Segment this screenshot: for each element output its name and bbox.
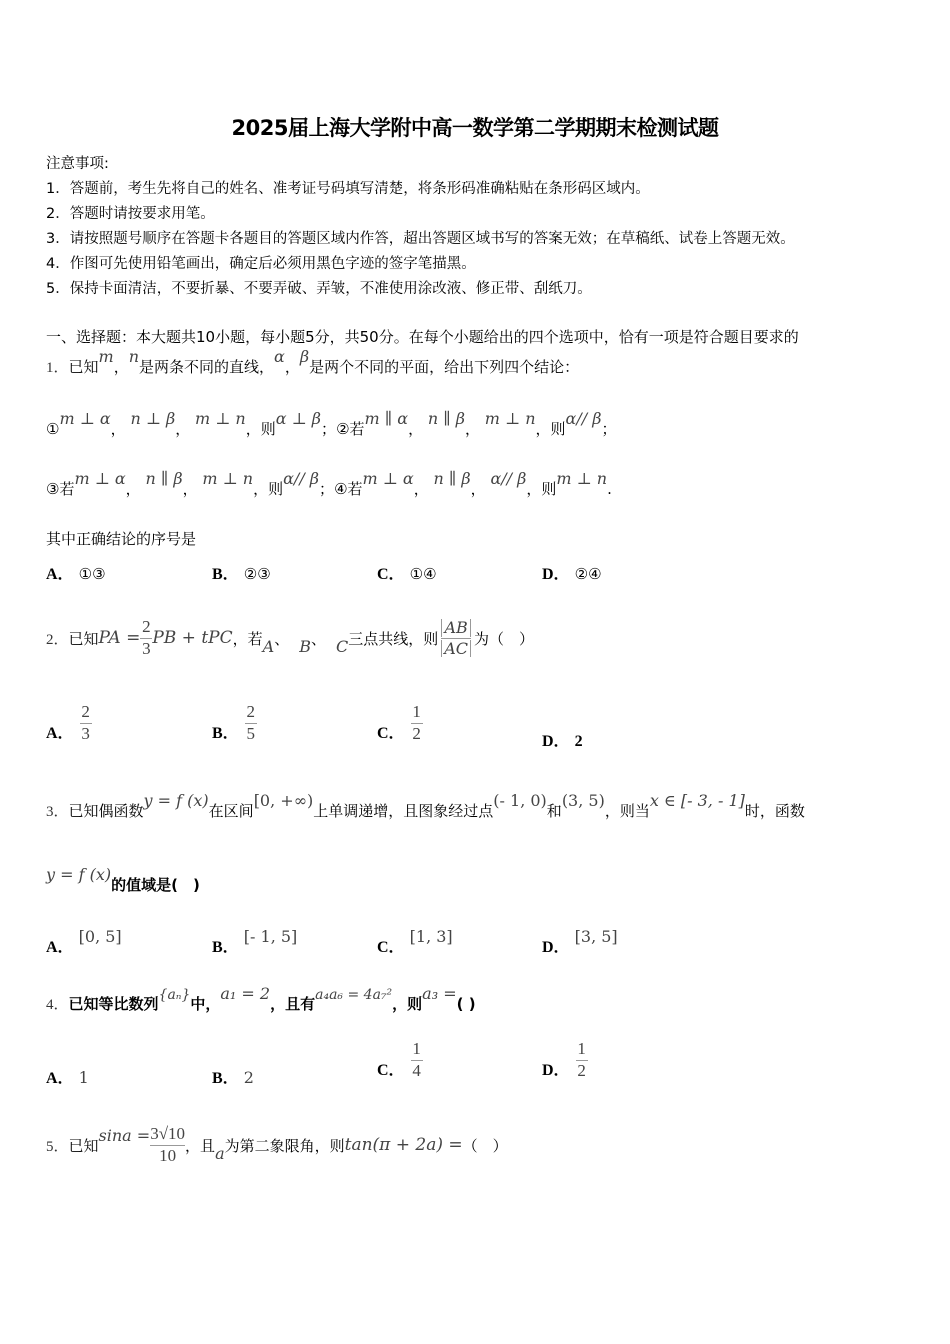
math-expr: m ⊥ n <box>195 409 246 428</box>
math-expr: a₁ = 2 <box>220 984 271 1003</box>
stem-text: ( ) <box>456 995 476 1013</box>
math-expr: x ∈ [- 3, - 1] <box>649 791 745 810</box>
option-label: A． <box>46 939 74 956</box>
math-expr: m ⊥ n <box>484 409 536 428</box>
math-n: n <box>128 347 140 366</box>
notice-item: 3．请按照题号顺序在答题卡各题目的答题区域内作答，超出答题区域书写的答案无效；在草稿纸、试卷上答题无效。 <box>46 231 795 247</box>
option-value: [3, 5] <box>574 927 618 946</box>
math-expr: PA = <box>98 628 141 649</box>
option-b[interactable] <box>212 561 271 584</box>
option-a[interactable] <box>46 703 92 743</box>
option-a[interactable] <box>46 561 106 584</box>
math-beta: β <box>299 347 310 366</box>
option-b[interactable] <box>212 927 298 957</box>
option-label: C． <box>377 1062 405 1080</box>
stem-text: ，且有 <box>270 995 316 1013</box>
math-expr: n ∥ β <box>145 469 183 488</box>
math-point-a: A <box>262 636 275 656</box>
math-expr: n ∥ β <box>433 469 471 488</box>
math-point: (- 1, 0) <box>493 791 547 810</box>
option-c[interactable] <box>377 561 437 584</box>
option-label: D． <box>542 939 570 956</box>
option-d[interactable] <box>542 728 583 751</box>
option-value: ②③ <box>243 565 271 583</box>
statements-row-2: ③若m ⊥ α， n ∥ β， m ⊥ n，则α// β；④若m ⊥ α， n ∥ β， α// β，则m ⊥ n. <box>46 469 612 498</box>
stem-text: （ ） <box>462 1136 508 1155</box>
question-1-prompt: 其中正确结论的序号是 <box>46 530 197 548</box>
option-label: D． <box>542 733 570 750</box>
statement-marker: ① <box>46 420 60 438</box>
stem-text: 已知 <box>68 358 99 376</box>
math-expr: a₃ = <box>422 984 457 1003</box>
option-b[interactable] <box>212 703 257 743</box>
section-heading: 一、选择题：本大题共10小题，每小题5分，共50分。在每个小题给出的四个选项中，恰有一项是符合题目要求的 <box>46 328 799 346</box>
option-c[interactable] <box>377 703 423 743</box>
stem-text: ； <box>321 420 337 438</box>
fraction <box>150 1125 185 1165</box>
stem-text: 若 <box>59 480 75 498</box>
stem-text: 中， <box>190 995 221 1013</box>
math-expr: sina = <box>98 1125 151 1145</box>
denominator: 4 <box>412 1060 421 1080</box>
question-1-stem <box>46 347 580 377</box>
option-value: 2 <box>243 1068 254 1087</box>
option-value: [- 1, 5] <box>243 927 298 946</box>
stem-text: 已知偶函数 <box>68 802 144 820</box>
math-expr: a₄a₆ = 4a₇² <box>315 987 393 1003</box>
numerator: 2 <box>142 617 151 636</box>
notice-item: 2．答题时请按要求用笔。 <box>46 206 215 222</box>
math-expr: PB + tPC <box>152 628 233 649</box>
denominator: 2 <box>577 1060 586 1080</box>
math-expr: α// β <box>283 469 320 488</box>
option-a[interactable] <box>46 927 122 957</box>
stem-text: 、 <box>310 629 326 648</box>
stem-text: 则 <box>260 420 276 438</box>
option-label: D． <box>542 566 570 583</box>
page-title: 2025届上海大学附中高一数学第二学期期末检测试题 <box>231 116 719 140</box>
math-expr: m ∥ α <box>364 409 409 428</box>
numerator: 2 <box>246 702 255 721</box>
stem-text: 是两条不同的直线， <box>139 358 275 376</box>
fraction <box>80 703 92 743</box>
notice-item: 5．保持卡面清洁，不要折暴、不要弄破、弄皱，不准使用涂改液、修正带、刮纸刀。 <box>46 281 592 297</box>
math-expr: m ⊥ n <box>202 469 254 488</box>
notice-item: 1．答题前，考生先将自己的姓名、准考证号码填写清楚，将条形码准确粘贴在条形码区域内。 <box>46 181 650 197</box>
numerator: 2 <box>81 702 90 721</box>
numerator: 1 <box>412 1039 421 1058</box>
denominator: 2 <box>412 723 421 743</box>
stem-text: 若 <box>349 420 365 438</box>
stem-text: 时，函数 <box>744 802 805 820</box>
statement-marker: ③ <box>46 480 60 498</box>
denominator: 3 <box>81 723 90 743</box>
question-number: 4． <box>46 997 69 1013</box>
option-value: 1 <box>78 1068 89 1087</box>
math-point: (3, 5) <box>561 791 605 810</box>
stem-text: 和 <box>546 802 562 820</box>
stem-text: 则 <box>550 420 566 438</box>
ratio-fraction <box>441 619 471 657</box>
option-label: B． <box>212 725 239 743</box>
option-value: ②④ <box>574 565 602 583</box>
stem-text: 在区间 <box>208 802 254 820</box>
option-label: C． <box>377 939 405 956</box>
fraction <box>140 618 152 658</box>
notice-heading: 注意事项: <box>46 156 109 172</box>
stem-text: ； <box>601 420 617 438</box>
question-number: 5． <box>46 1138 69 1155</box>
notice-item: 4．作图可先使用铅笔画出，确定后必须用黑色字迹的签字笔描黑。 <box>46 256 476 272</box>
question-2-stem <box>46 618 534 658</box>
stem-text: 则 <box>541 480 557 498</box>
math-expr: n ⊥ β <box>130 409 176 428</box>
option-label: B． <box>212 566 239 583</box>
option-value: 2 <box>574 733 583 750</box>
stem-text: 为（ ） <box>474 629 535 648</box>
math-expr: m ⊥ α <box>362 469 414 488</box>
math-var: a <box>215 1143 225 1163</box>
math-sequence: {aₙ} <box>158 987 191 1003</box>
option-d[interactable] <box>542 561 602 584</box>
stem-text: 上单调递增，且图象经过点 <box>313 802 494 820</box>
question-3-stem-cont <box>46 865 200 895</box>
option-label: D． <box>542 1062 570 1080</box>
option-b[interactable] <box>212 1065 254 1088</box>
numerator: 1 <box>412 702 421 721</box>
math-point-c: C <box>335 636 349 656</box>
stem-text: 已知等比数列 <box>68 995 159 1013</box>
stem-text: 三点共线，则 <box>348 629 439 648</box>
statements-row-1: ①m ⊥ α， n ⊥ β， m ⊥ n，则α ⊥ β；②若m ∥ α， n ∥ β， m ⊥ n，则α// β； <box>46 409 617 438</box>
denominator: 5 <box>246 723 255 743</box>
stem-text: ，则当 <box>604 802 650 820</box>
question-5-stem <box>46 1125 508 1165</box>
stem-text: 是两个不同的平面，给出下列四个结论： <box>309 358 580 376</box>
statement-marker: ② <box>336 420 350 438</box>
math-expr: y = f (x) <box>46 865 112 884</box>
numerator: 3√10 <box>150 1124 186 1143</box>
stem-text: ，则 <box>392 995 423 1013</box>
numerator: 1 <box>577 1039 586 1058</box>
option-d[interactable] <box>542 927 618 957</box>
question-3-stem <box>46 791 805 821</box>
stem-text: 为第二象限角，则 <box>224 1136 345 1155</box>
math-interval: [0, +∞) <box>253 791 314 810</box>
math-expr: tan(π + 2a) = <box>344 1135 463 1156</box>
option-c[interactable] <box>377 1040 423 1080</box>
denominator: 3 <box>142 638 151 658</box>
option-label: C． <box>377 725 405 743</box>
question-number: 3． <box>46 804 69 820</box>
stem-text: 已知 <box>68 629 99 648</box>
math-point-b: B <box>299 636 311 656</box>
option-d[interactable] <box>542 1040 588 1080</box>
option-label: A． <box>46 1070 74 1087</box>
stem-text: 、 <box>274 629 290 648</box>
stem-text: ， <box>284 358 300 376</box>
option-a[interactable] <box>46 1065 89 1088</box>
option-label: A． <box>46 725 74 743</box>
fraction <box>576 1040 588 1080</box>
option-value: ①③ <box>78 565 106 583</box>
math-m: m <box>98 347 114 366</box>
stem-text: 的值域是( ) <box>111 876 200 894</box>
stem-text: 已知 <box>68 1136 99 1155</box>
stem-text: 若 <box>347 480 363 498</box>
question-4-stem <box>46 984 476 1014</box>
math-expr: y = f (x) <box>143 791 209 810</box>
option-label: B． <box>212 1070 239 1087</box>
stem-text: 则 <box>268 480 284 498</box>
question-number: 2． <box>46 631 69 648</box>
math-expr: m ⊥ α <box>74 469 126 488</box>
fraction <box>411 703 423 743</box>
math-expr: α ⊥ β <box>275 409 322 428</box>
option-value: [0, 5] <box>78 927 122 946</box>
math-expr: n ∥ β <box>427 409 465 428</box>
math-expr: α// β <box>490 469 527 488</box>
option-label: A． <box>46 566 74 583</box>
stem-text: ； <box>319 480 335 498</box>
option-c[interactable] <box>377 927 453 957</box>
question-number: 1． <box>46 360 69 376</box>
denominator: AC <box>441 640 471 658</box>
math-expr: α// β <box>565 409 602 428</box>
option-label: B． <box>212 939 239 956</box>
statement-marker: ④ <box>334 480 348 498</box>
option-label: C． <box>377 566 405 583</box>
math-expr: m ⊥ n <box>556 469 608 488</box>
numerator: AB <box>441 619 470 637</box>
fraction <box>245 703 257 743</box>
option-value: [1, 3] <box>409 927 453 946</box>
denominator: 10 <box>159 1145 177 1165</box>
math-expr: m ⊥ α <box>59 409 111 428</box>
stem-text: . <box>607 480 612 498</box>
fraction <box>411 1040 423 1080</box>
stem-text: ， <box>113 358 129 376</box>
stem-text: ，且 <box>185 1136 216 1155</box>
option-value: ①④ <box>409 565 437 583</box>
stem-text: ，若 <box>232 629 263 648</box>
math-alpha: α <box>274 347 285 366</box>
